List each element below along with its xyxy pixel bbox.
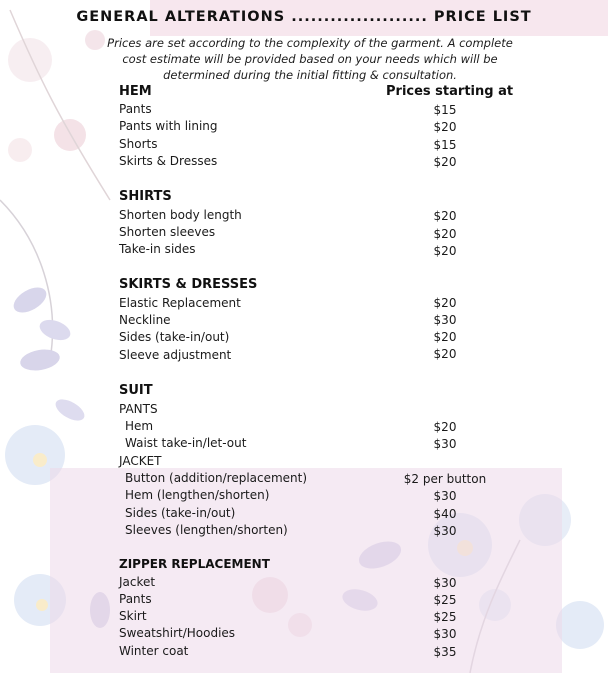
section-title-zipper: ZIPPER REPLACEMENT [119,557,270,571]
row-label: Sides (take-in/out) [125,506,236,520]
price-column-header: Prices starting at [386,84,514,99]
row-price: $20 [433,244,457,258]
row-label: Button (addition/replacement) [125,471,308,485]
section-title-shirts: SHIRTS [119,189,172,204]
row-price: $40 [433,507,457,521]
row-price: $30 [433,524,457,538]
row-price: $20 [433,155,457,169]
row-label: Skirts & Dresses [119,154,218,168]
row-label: Shorten body length [119,208,242,222]
row-price: $15 [433,138,457,152]
row-label: Skirt [119,609,147,623]
row-label: Jacket [119,575,156,589]
row-label: Waist take-in/let-out [125,436,247,450]
row-price: $35 [433,645,457,659]
row-label: Shorten sleeves [119,225,216,239]
row-label: Elastic Replacement [119,296,241,310]
section-title-suit: SUIT [119,383,153,398]
row-label: Sleeve adjustment [119,348,232,362]
row-price: $20 [433,209,457,223]
row-price: $25 [433,593,457,607]
intro-note: Prices are set according to the complexity of the garment. A complete cost estimate will be provided based on your needs which will be determined during the initial fitting & consultation. [107,36,513,82]
row-label: Hem [125,419,154,433]
row-label: Pants with lining [119,119,218,133]
row-price: $30 [433,437,457,451]
row-price: $2 per button [403,472,487,486]
section-title-skirts-dresses: SKIRTS & DRESSES [119,277,258,292]
row-price: $30 [433,313,457,327]
row-price: $20 [433,330,457,344]
section-title-hem: HEM [119,84,152,99]
row-price: $30 [433,576,457,590]
suit-pants-label: PANTS [119,402,158,416]
row-label: Pants [119,592,152,606]
row-price: $20 [433,227,457,241]
row-label: Hem (lengthen/shorten) [125,488,270,502]
row-price: $20 [433,296,457,310]
row-price: $30 [433,489,457,503]
row-price: $30 [433,627,457,641]
row-label: Neckline [119,313,171,327]
row-price: $15 [433,103,457,117]
row-label: Take-in sides [119,242,196,256]
row-label: Pants [119,102,152,116]
row-price: $25 [433,610,457,624]
page-title: GENERAL ALTERATIONS ..................... PRICE LIST [76,9,532,25]
row-price: $20 [433,347,457,361]
row-label: Sweatshirt/Hoodies [119,626,236,640]
suit-jacket-label: JACKET [119,454,162,468]
row-label: Shorts [119,137,158,151]
row-price: $20 [433,420,457,434]
row-label: Sides (take-in/out) [119,330,230,344]
row-label: Winter coat [119,644,189,658]
row-label: Sleeves (lengthen/shorten) [125,523,288,537]
row-price: $20 [433,120,457,134]
